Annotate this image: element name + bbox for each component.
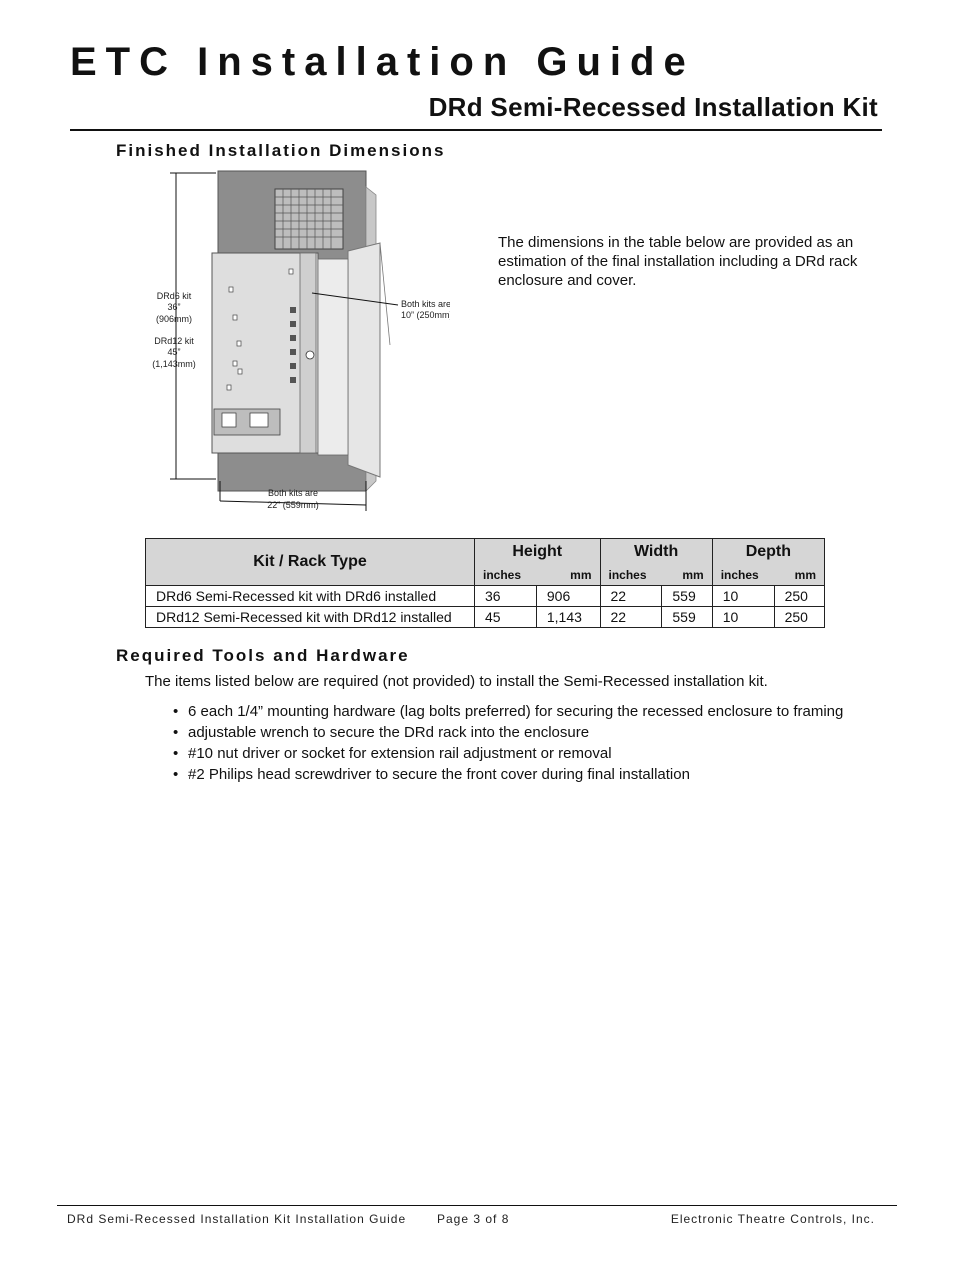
list-item xyxy=(170,765,850,784)
rack-body xyxy=(318,259,348,455)
enclosure-illustration xyxy=(140,165,450,515)
height-dimension-line xyxy=(170,173,216,479)
bullet-icon: • xyxy=(173,724,179,741)
dimensions-table xyxy=(145,538,825,628)
enclosure-side xyxy=(348,243,380,477)
document-title: ETC Installation Guide xyxy=(70,40,695,84)
figure-label: Both kits are xyxy=(267,488,319,498)
section-heading-tools: Required Tools and Hardware xyxy=(116,646,410,665)
unit-label: mm xyxy=(662,565,712,586)
installation-figure xyxy=(140,165,450,515)
figure-label: (906mm) xyxy=(155,314,193,324)
figure-label: 22” (559mm) xyxy=(267,500,319,510)
footer-page-number: Page 3 of 8 xyxy=(437,1212,510,1226)
table-row xyxy=(146,607,825,628)
footer-company: Electronic Theatre Controls, Inc. xyxy=(670,1212,875,1226)
list-item xyxy=(170,723,850,742)
table-header-row xyxy=(146,539,825,566)
list-item xyxy=(170,702,850,721)
table-cell: 559 xyxy=(662,607,712,628)
bullet-icon: • xyxy=(173,745,179,762)
table-cell: 559 xyxy=(662,586,712,607)
table-cell: 22 xyxy=(600,586,662,607)
unit-label: inches xyxy=(712,565,774,586)
table-cell: 906 xyxy=(536,586,600,607)
table-cell: 10 xyxy=(712,607,774,628)
list-item-text: 6 each 1/4” mounting hardware (lag bolts preferred) for securing the recessed enclosure to framing xyxy=(188,703,844,720)
list-item xyxy=(170,744,850,763)
latch-knob xyxy=(306,351,314,359)
table-header-kit: Kit / Rack Type xyxy=(146,539,475,586)
table-cell-kit: DRd6 Semi-Recessed kit with DRd6 installed xyxy=(146,586,475,607)
unit-label: mm xyxy=(536,565,600,586)
unit-label: inches xyxy=(600,565,662,586)
list-item-text: adjustable wrench to secure the DRd rack into the enclosure xyxy=(188,724,590,741)
bullet-icon: • xyxy=(173,703,179,720)
tools-list xyxy=(170,702,850,786)
figure-label: (1,143mm) xyxy=(152,359,196,369)
table-header-width: Width xyxy=(600,539,712,566)
unit-label: mm xyxy=(774,565,824,586)
table-header-depth: Depth xyxy=(712,539,824,566)
table-cell: 45 xyxy=(475,607,537,628)
table-cell: 1,143 xyxy=(536,607,600,628)
table-cell: 10 xyxy=(712,586,774,607)
figure-label: DRd12 kit xyxy=(154,336,194,346)
figure-label: 10” (250mm) xyxy=(401,310,450,320)
bullet-icon: • xyxy=(173,766,179,783)
unit-label: inches xyxy=(475,565,537,586)
table-cell-kit: DRd12 Semi-Recessed kit with DRd12 installed xyxy=(146,607,475,628)
dimensions-intro-text: The dimensions in the table below are provided as an estimation of the final installation including a DRd rack enclosure and cover. xyxy=(498,234,858,289)
vent-grille xyxy=(275,189,343,249)
table-cell: 250 xyxy=(774,586,824,607)
table-cell: 36 xyxy=(475,586,537,607)
figure-label: Both kits are xyxy=(401,299,450,309)
figure-label: 45” xyxy=(167,347,181,357)
table-cell: 250 xyxy=(774,607,824,628)
footer-rule xyxy=(57,1205,897,1206)
figure-label: DRd6 kit xyxy=(156,291,192,301)
list-item-text: #10 nut driver or socket for extension rail adjustment or removal xyxy=(188,745,612,762)
header-rule xyxy=(70,129,882,131)
figure-label: 36” xyxy=(167,302,181,312)
section-heading-dimensions: Finished Installation Dimensions xyxy=(116,141,446,160)
table-header-height: Height xyxy=(475,539,601,566)
table-row xyxy=(146,586,825,607)
table-cell: 22 xyxy=(600,607,662,628)
document-subtitle: DRd Semi-Recessed Installation Kit xyxy=(428,92,878,122)
footer-document-name: DRd Semi-Recessed Installation Kit Installation Guide xyxy=(67,1212,407,1226)
list-item-text: #2 Philips head screwdriver to secure the front cover during final installation xyxy=(188,766,690,783)
tools-intro-text: The items listed below are required (not provided) to install the Semi-Recessed installation kit. xyxy=(145,673,768,690)
